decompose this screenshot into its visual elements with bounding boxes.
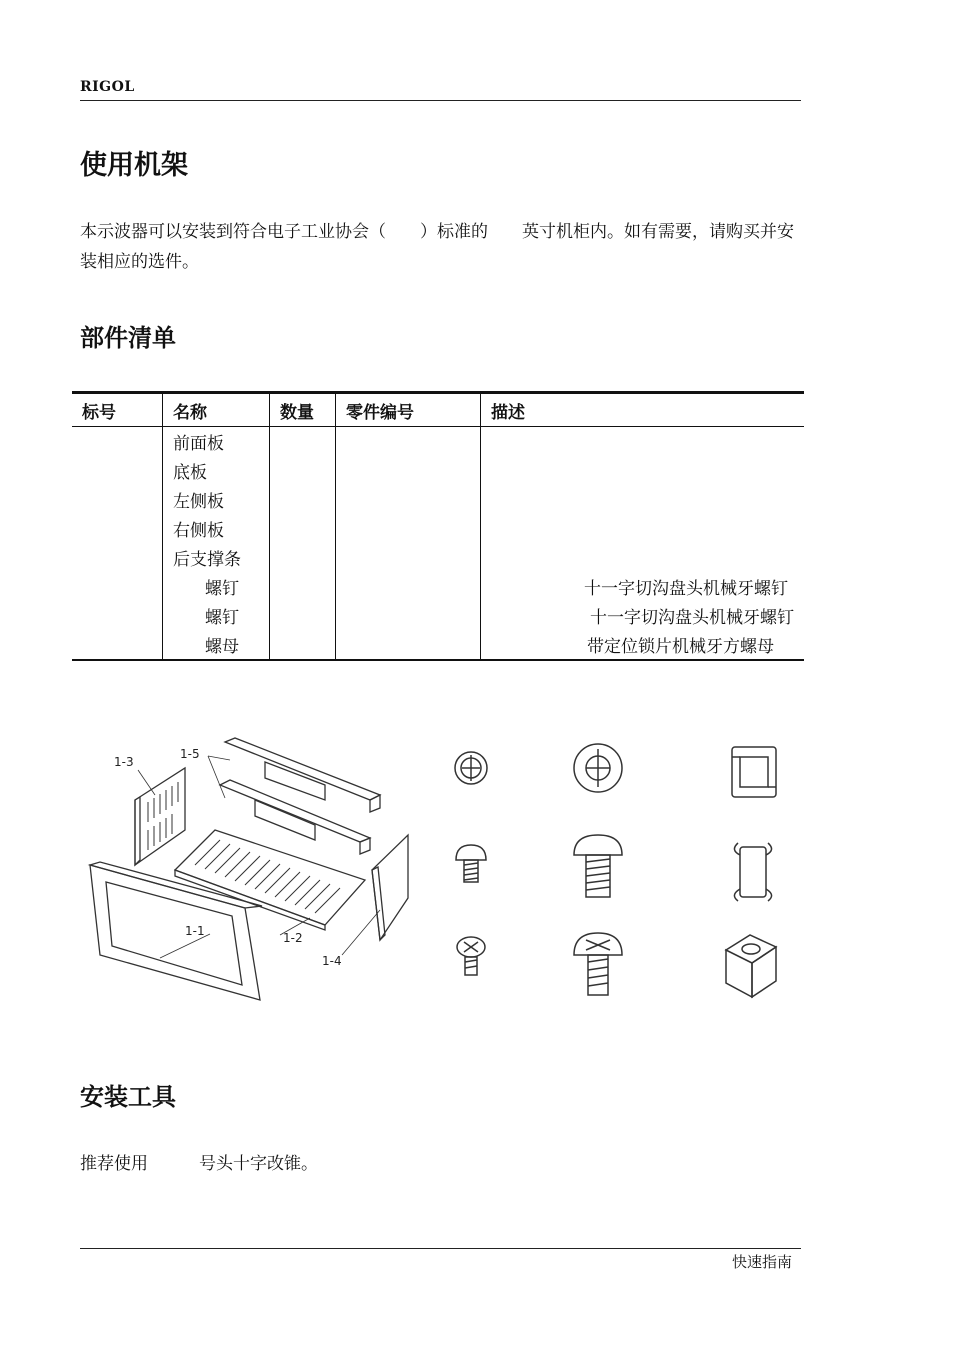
cell-name: 螺母 — [163, 630, 270, 660]
col-header-description: 描述 — [481, 393, 805, 427]
header-rule — [80, 100, 801, 101]
col-header-qty: 数量 — [270, 393, 336, 427]
large-screw-side-icon — [574, 835, 622, 897]
cell-desc — [481, 543, 805, 572]
cage-nut-top-icon — [732, 747, 776, 797]
large-screw-top-icon — [574, 744, 622, 792]
footer-title: 快速指南 — [732, 1253, 793, 1271]
small-screw-top-icon — [455, 752, 487, 784]
label-1-4: 1-4 — [322, 954, 342, 968]
table-header-row — [72, 393, 804, 427]
large-screw-iso-icon — [574, 933, 622, 995]
table-row — [72, 456, 804, 485]
tools-paragraph: 推荐使用 号头十字改锥。 — [80, 1154, 318, 1174]
cage-nut-side-icon — [734, 843, 771, 901]
tools-heading: 安装工具 — [80, 1083, 176, 1111]
cell-name: 前面板 — [163, 427, 270, 457]
table-row — [72, 543, 804, 572]
brand-logo-text: RIGOL — [80, 79, 135, 95]
table-row — [72, 427, 804, 457]
label-1-2: 1-2 — [283, 931, 303, 945]
parts-list-heading: 部件清单 — [80, 324, 176, 352]
cell-name: 左侧板 — [163, 485, 270, 514]
page-title: 使用机架 — [80, 150, 188, 181]
cage-nut-iso-icon — [726, 935, 776, 997]
table-row — [72, 485, 804, 514]
rack-exploded-drawing — [80, 730, 430, 1030]
table-row — [72, 630, 804, 660]
cell-desc — [481, 456, 805, 485]
label-1-1: 1-1 — [185, 924, 205, 938]
cell-desc: 十一字切沟盘头机械牙螺钉 — [481, 601, 805, 630]
footer-rule — [80, 1248, 801, 1249]
cell-name: 螺钉 — [163, 601, 270, 630]
cell-desc — [481, 427, 805, 457]
left-side-plate — [135, 768, 185, 865]
rear-support-bars — [220, 738, 380, 854]
table-row — [72, 601, 804, 630]
col-header-id: 标号 — [72, 393, 163, 427]
table-row — [72, 572, 804, 601]
cell-name: 右侧板 — [163, 514, 270, 543]
cell-name: 底板 — [163, 456, 270, 485]
small-screw-side-icon — [456, 845, 486, 882]
cell-name: 螺钉 — [163, 572, 270, 601]
cell-desc: 带定位锁片机械牙方螺母 — [481, 630, 805, 660]
cell-name: 后支撑条 — [163, 543, 270, 572]
cell-desc: 十一字切沟盘头机械牙螺钉 — [481, 572, 805, 601]
parts-table — [72, 391, 804, 661]
right-side-plate — [372, 835, 408, 940]
hardware-drawings — [440, 735, 800, 1015]
label-1-3: 1-3 — [114, 755, 134, 769]
intro-paragraph: 本示波器可以安装到符合电子工业协会（ ）标准的 英寸机柜内。如有需要，请购买并安装相应的选件。 — [80, 222, 794, 272]
front-panel — [90, 862, 262, 1000]
col-header-name: 名称 — [163, 393, 270, 427]
label-1-5: 1-5 — [180, 747, 200, 761]
cell-desc — [481, 514, 805, 543]
col-header-part-number: 零件编号 — [336, 393, 481, 427]
cell-desc — [481, 485, 805, 514]
bottom-plate — [175, 830, 365, 930]
small-screw-iso-icon — [457, 937, 485, 975]
table-row — [72, 514, 804, 543]
